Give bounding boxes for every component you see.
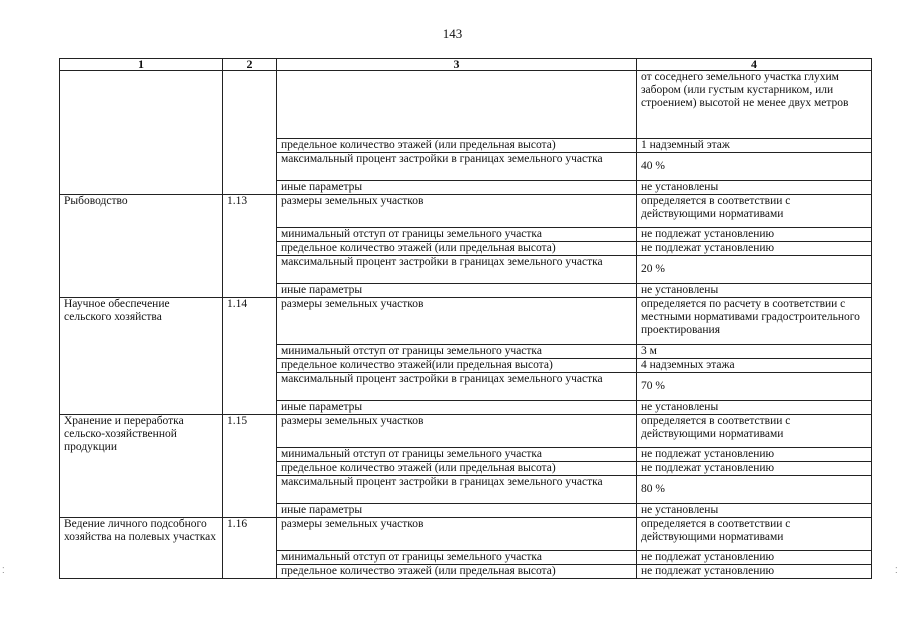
- parameter-value: 20 %: [637, 256, 872, 284]
- table-row: [60, 518, 872, 551]
- parameter-name: размеры земельных участков: [277, 518, 637, 551]
- scan-margin-mark-right: ⁚: [895, 566, 898, 575]
- parameter-value: не установлены: [637, 284, 872, 298]
- parameter-value: не подлежат установлению: [637, 228, 872, 242]
- parameter-value: не подлежат установлению: [637, 565, 872, 579]
- parameter-name: иные параметры: [277, 504, 637, 518]
- parameter-value: не установлены: [637, 504, 872, 518]
- land-use-type: Хранение и переработка сельско-хозяйственной продукции: [60, 415, 223, 518]
- land-use-type: [60, 71, 223, 195]
- parameter-value: определяется в соответствии с действующими нормативами: [637, 415, 872, 448]
- regulations-table: [59, 58, 872, 579]
- parameter-name: минимальный отступ от границы земельного участка: [277, 345, 637, 359]
- parameter-name: минимальный отступ от границы земельного участка: [277, 448, 637, 462]
- parameter-name: размеры земельных участков: [277, 298, 637, 345]
- scan-margin-mark-left: ⁚: [2, 566, 5, 575]
- parameter-name: максимальный процент застройки в границах земельного участка: [277, 256, 637, 284]
- parameter-name: предельное количество этажей (или предельная высота): [277, 462, 637, 476]
- parameter-name: иные параметры: [277, 284, 637, 298]
- parameter-value: определяется в соответствии с действующими нормативами: [637, 195, 872, 228]
- parameter-name: максимальный процент застройки в границах земельного участка: [277, 373, 637, 401]
- land-use-code: 1.13: [223, 195, 277, 298]
- parameter-name: размеры земельных участков: [277, 195, 637, 228]
- parameter-name: минимальный отступ от границы земельного участка: [277, 551, 637, 565]
- table-row: [60, 71, 872, 139]
- table-row: [60, 195, 872, 228]
- parameter-value: 4 надземных этажа: [637, 359, 872, 373]
- parameter-name: иные параметры: [277, 401, 637, 415]
- parameter-value: 70 %: [637, 373, 872, 401]
- parameter-name: минимальный отступ от границы земельного участка: [277, 228, 637, 242]
- parameter-value: определяется в соответствии с действующими нормативами: [637, 518, 872, 551]
- land-use-type: Научное обеспечение сельского хозяйства: [60, 298, 223, 415]
- parameter-name: [277, 71, 637, 139]
- land-use-type: Ведение личного подсобного хозяйства на полевых участках: [60, 518, 223, 579]
- land-use-code: 1.15: [223, 415, 277, 518]
- parameter-name: предельное количество этажей(или предельная высота): [277, 359, 637, 373]
- parameter-value: не подлежат установлению: [637, 462, 872, 476]
- parameter-value: не подлежат установлению: [637, 242, 872, 256]
- parameter-value: 40 %: [637, 153, 872, 181]
- parameter-value: не подлежат установлению: [637, 551, 872, 565]
- parameter-name: максимальный процент застройки в границах земельного участка: [277, 153, 637, 181]
- parameter-value: от соседнего земельного участка глухим забором (или густым кустарником, или строением) высотой не менее двух метров: [637, 71, 872, 139]
- parameter-value: не установлены: [637, 181, 872, 195]
- parameter-name: иные параметры: [277, 181, 637, 195]
- land-use-type: Рыбоводство: [60, 195, 223, 298]
- column-header-1: 1: [60, 59, 223, 71]
- parameter-value: 1 надземный этаж: [637, 139, 872, 153]
- parameter-value: не подлежат установлению: [637, 448, 872, 462]
- parameter-name: предельное количество этажей (или предельная высота): [277, 565, 637, 579]
- land-use-code: [223, 71, 277, 195]
- land-use-code: 1.16: [223, 518, 277, 579]
- parameter-value: определяется по расчету в соответствии с местными нормативами градостроительного проектирования: [637, 298, 872, 345]
- column-header-2: 2: [223, 59, 277, 71]
- column-header-3: 3: [277, 59, 637, 71]
- land-use-code: 1.14: [223, 298, 277, 415]
- parameter-value: 80 %: [637, 476, 872, 504]
- parameter-value: не установлены: [637, 401, 872, 415]
- parameter-name: размеры земельных участков: [277, 415, 637, 448]
- column-header-4: 4: [637, 59, 872, 71]
- parameter-name: максимальный процент застройки в границах земельного участка: [277, 476, 637, 504]
- header-row: [60, 59, 872, 71]
- parameter-name: предельное количество этажей (или предельная высота): [277, 139, 637, 153]
- parameter-value: 3 м: [637, 345, 872, 359]
- parameter-name: предельное количество этажей (или предельная высота): [277, 242, 637, 256]
- table-row: [60, 415, 872, 448]
- page-number: 143: [442, 26, 463, 41]
- table-row: [60, 298, 872, 345]
- table-body: [60, 71, 872, 579]
